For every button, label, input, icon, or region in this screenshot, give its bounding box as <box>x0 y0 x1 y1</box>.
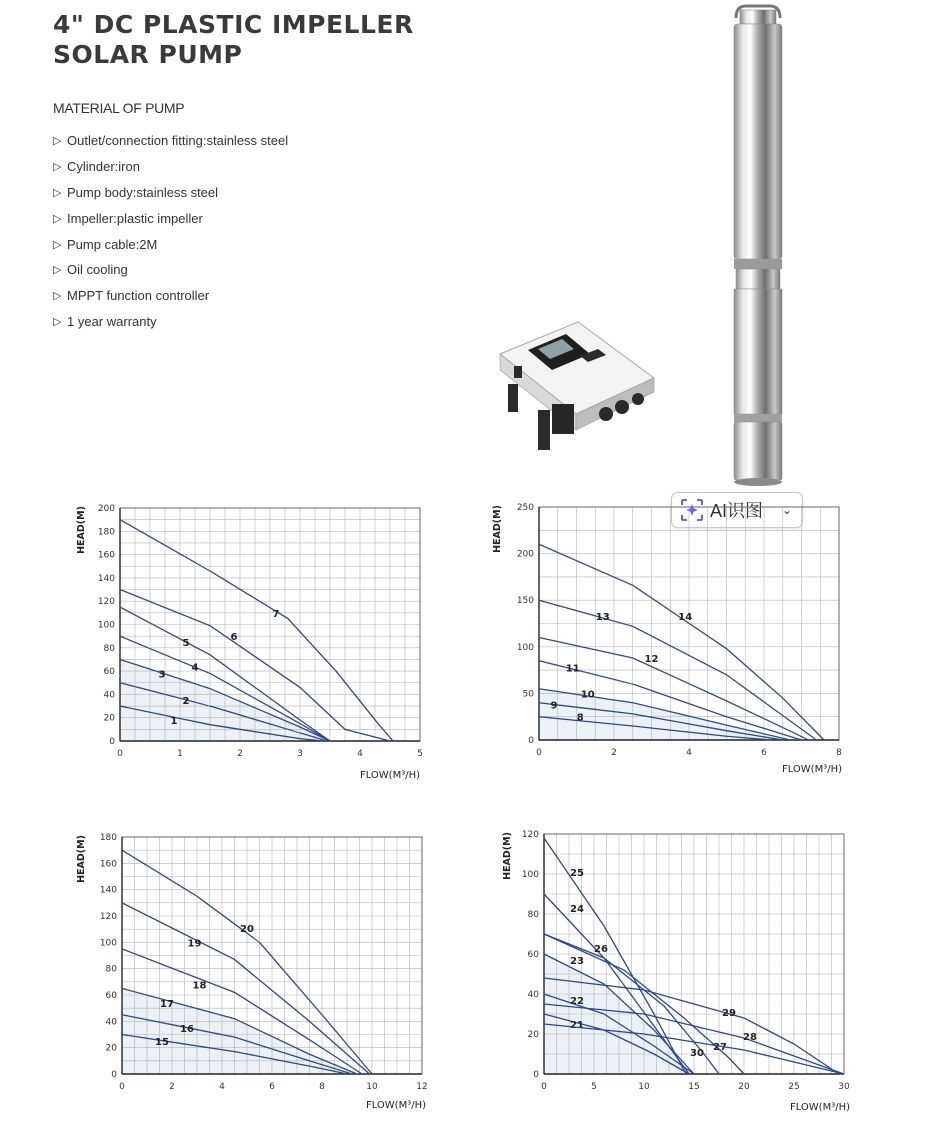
y-tick-label: 0 <box>109 737 115 747</box>
feature-text: Pump body:stainless steel <box>67 184 219 200</box>
series-label-16: 16 <box>180 1023 194 1035</box>
x-tick-label: 6 <box>269 1082 275 1092</box>
y-axis-title: HEAD(M) <box>76 506 87 554</box>
y-tick-label: 200 <box>516 549 534 560</box>
feature-list <box>53 128 288 334</box>
x-tick-label: 0 <box>119 1082 125 1092</box>
series-label-26: 26 <box>594 944 608 955</box>
pump-curve-chart-4 <box>500 828 860 1118</box>
x-tick-label: 0 <box>117 749 123 759</box>
y-tick-label: 40 <box>527 990 539 1000</box>
series-label-10: 10 <box>580 689 595 701</box>
triangle-bullet-icon: ▷ <box>53 161 62 174</box>
x-axis-title: FLOW(M³/H) <box>789 1102 850 1113</box>
y-tick-label: 180 <box>97 527 115 538</box>
feature-text: Oil cooling <box>67 262 128 278</box>
y-tick-label: 100 <box>97 620 115 631</box>
series-label-15: 15 <box>155 1037 169 1049</box>
x-tick-label: 5 <box>417 749 423 759</box>
y-tick-label: 40 <box>103 690 115 701</box>
y-tick-label: 20 <box>105 1043 117 1054</box>
feature-text: MPPT function controller <box>67 288 210 304</box>
feature-text: Cylinder:iron <box>67 159 140 175</box>
page-title <box>53 10 414 70</box>
feature-item <box>53 180 288 206</box>
x-tick-label: 25 <box>788 1082 800 1092</box>
y-tick-label: 50 <box>522 689 534 700</box>
series-label-20: 20 <box>240 923 254 935</box>
x-axis-title: FLOW(M³/H) <box>781 764 842 775</box>
feature-text: Outlet/connection fitting:stainless steel <box>67 133 289 149</box>
y-tick-label: 120 <box>99 912 117 922</box>
feature-text: Impeller:plastic impeller <box>67 210 203 226</box>
feature-text: Pump cable:2M <box>67 236 158 252</box>
material-heading: MATERIAL OF PUMP <box>53 100 185 116</box>
series-label-5: 5 <box>182 637 190 649</box>
y-tick-label: 80 <box>103 643 115 654</box>
y-tick-label: 100 <box>521 870 539 880</box>
y-tick-label: 140 <box>97 573 115 584</box>
x-tick-label: 6 <box>761 748 767 758</box>
triangle-bullet-icon: ▷ <box>53 290 62 303</box>
series-label-25: 25 <box>570 868 584 879</box>
series-label-13: 13 <box>595 612 610 624</box>
y-tick-label: 120 <box>97 597 115 608</box>
pump-curve-chart-2 <box>490 500 850 785</box>
series-label-22: 22 <box>570 996 584 1007</box>
series-label-3: 3 <box>158 669 166 681</box>
y-tick-label: 160 <box>97 550 115 561</box>
series-label-19: 19 <box>187 938 202 950</box>
feature-item <box>53 128 288 154</box>
y-tick-label: 120 <box>521 830 539 840</box>
pump-image <box>722 4 794 488</box>
series-label-28: 28 <box>743 1032 757 1043</box>
x-axis-title: FLOW(M³/H) <box>359 770 420 781</box>
triangle-bullet-icon: ▷ <box>53 238 62 251</box>
x-tick-label: 4 <box>219 1082 225 1092</box>
series-label-4: 4 <box>191 662 199 674</box>
y-tick-label: 180 <box>99 833 117 843</box>
series-label-2: 2 <box>182 696 190 708</box>
series-label-30: 30 <box>690 1048 704 1059</box>
y-tick-label: 20 <box>527 1030 539 1040</box>
y-tick-label: 100 <box>99 938 117 949</box>
series-label-23: 23 <box>570 956 584 967</box>
y-tick-label: 0 <box>111 1070 117 1080</box>
x-tick-label: 2 <box>611 748 617 758</box>
x-tick-label: 2 <box>169 1082 175 1092</box>
pump-curve-chart-3 <box>74 830 434 1115</box>
series-label-18: 18 <box>192 980 207 992</box>
x-tick-label: 5 <box>591 1082 597 1092</box>
x-tick-label: 1 <box>177 749 183 759</box>
y-axis-title: HEAD(M) <box>492 505 503 553</box>
feature-item <box>53 257 288 283</box>
feature-item <box>53 283 288 309</box>
series-label-21: 21 <box>570 1020 584 1031</box>
y-tick-label: 80 <box>105 964 117 975</box>
x-tick-label: 3 <box>297 749 303 759</box>
feature-item <box>53 205 288 231</box>
triangle-bullet-icon: ▷ <box>53 264 62 277</box>
series-label-12: 12 <box>644 653 659 665</box>
series-label-9: 9 <box>550 700 558 712</box>
series-label-14: 14 <box>678 612 693 624</box>
chevron-down-icon: ⌄ <box>781 503 792 517</box>
triangle-bullet-icon: ▷ <box>53 135 62 148</box>
controller-image <box>494 318 660 454</box>
ai-button-label: AI识图 <box>710 501 764 521</box>
feature-item <box>53 231 288 257</box>
x-tick-label: 12 <box>416 1082 428 1092</box>
y-tick-label: 250 <box>516 503 534 513</box>
pump-curve-chart-1 <box>74 500 434 790</box>
x-tick-label: 8 <box>319 1082 325 1092</box>
y-tick-label: 80 <box>527 910 539 920</box>
x-tick-label: 10 <box>366 1082 378 1092</box>
triangle-bullet-icon: ▷ <box>53 212 62 225</box>
title-line-1: 4" DC PLASTIC IMPELLER <box>53 10 414 39</box>
x-tick-label: 30 <box>838 1082 850 1092</box>
series-label-6: 6 <box>230 632 238 644</box>
y-tick-label: 100 <box>516 642 534 653</box>
y-tick-label: 200 <box>97 504 115 514</box>
y-tick-label: 60 <box>103 667 115 678</box>
x-tick-label: 15 <box>688 1082 700 1092</box>
y-axis-title: HEAD(M) <box>502 832 513 880</box>
feature-item <box>53 154 288 180</box>
series-label-7: 7 <box>272 608 280 620</box>
series-label-11: 11 <box>565 663 580 675</box>
series-label-24: 24 <box>570 904 584 915</box>
y-tick-label: 60 <box>105 991 117 1001</box>
y-tick-label: 0 <box>533 1070 539 1080</box>
y-tick-label: 140 <box>99 885 117 896</box>
x-tick-label: 4 <box>686 748 692 758</box>
y-tick-label: 20 <box>103 713 115 724</box>
x-tick-label: 20 <box>738 1082 750 1092</box>
y-tick-label: 40 <box>105 1017 117 1028</box>
series-label-8: 8 <box>576 712 584 724</box>
series-label-1: 1 <box>170 716 178 728</box>
x-tick-label: 8 <box>836 748 842 758</box>
x-tick-label: 4 <box>357 749 363 759</box>
series-label-17: 17 <box>160 998 174 1010</box>
y-tick-label: 160 <box>99 859 117 870</box>
y-tick-label: 150 <box>516 596 534 607</box>
x-tick-label: 0 <box>541 1082 547 1092</box>
triangle-bullet-icon: ▷ <box>53 186 62 199</box>
series-label-29: 29 <box>722 1008 736 1019</box>
y-axis-title: HEAD(M) <box>76 835 87 883</box>
title-line-2: SOLAR PUMP <box>53 40 243 69</box>
feature-text: 1 year warranty <box>67 313 157 329</box>
x-tick-label: 10 <box>638 1082 650 1092</box>
feature-item <box>53 309 288 335</box>
triangle-bullet-icon: ▷ <box>53 315 62 328</box>
x-axis-title: FLOW(M³/H) <box>365 1100 426 1111</box>
x-tick-label: 2 <box>237 749 243 759</box>
y-tick-label: 0 <box>528 736 534 746</box>
series-label-27: 27 <box>713 1042 727 1053</box>
y-tick-label: 60 <box>527 950 539 960</box>
x-tick-label: 0 <box>536 748 542 758</box>
